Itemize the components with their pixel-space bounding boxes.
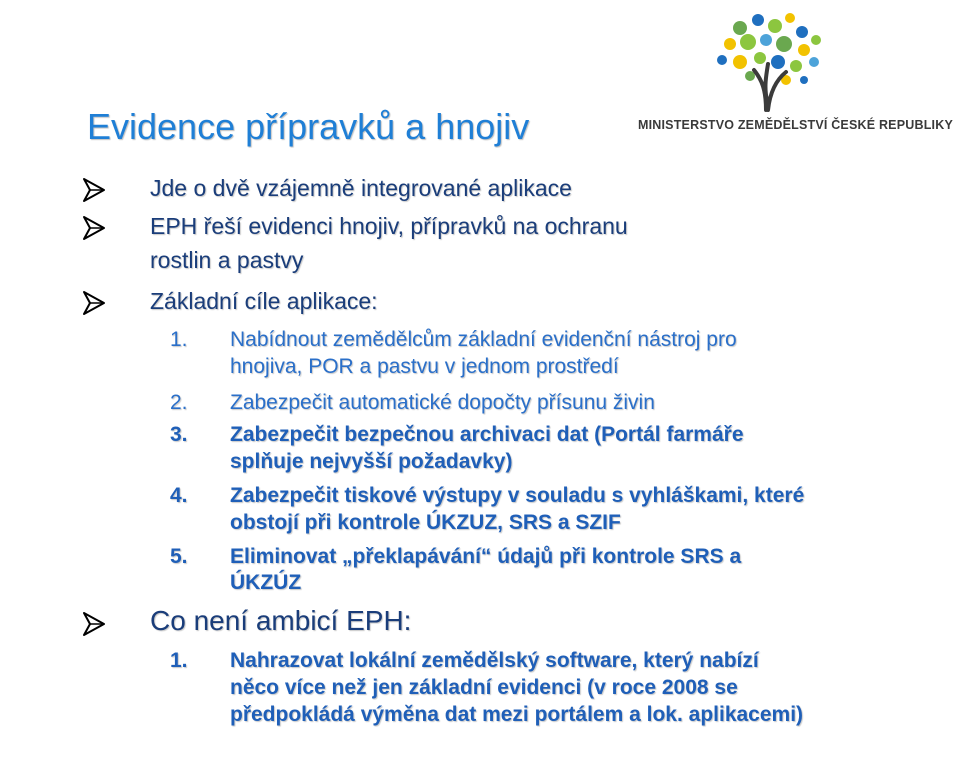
- list-item: Zabezpečit bezpečnou archivaci dat (Portál farmáře: [230, 423, 744, 446]
- ministry-logo: [590, 10, 953, 160]
- arrow-bullet-icon: [82, 290, 122, 316]
- ministry-name: MINISTERSTVO ZEMĚDĚLSTVÍ ČESKÉ REPUBLIKY: [638, 118, 953, 132]
- item-number: 1.: [170, 649, 188, 672]
- list-item: Zabezpečit tiskové výstupy v souladu s vyhláškami, které: [230, 484, 805, 507]
- list-item: hnojiva, POR a pastvu v jednom prostředí: [230, 355, 619, 378]
- bullet-4-text: Co není ambicí EPH:: [150, 605, 412, 636]
- bullet-2-text: EPH řeší evidenci hnojiv, přípravků na ochranu: [150, 213, 628, 239]
- tree-icon: [590, 10, 950, 120]
- list-item: Nabídnout zemědělcům základní evidenční nástroj pro: [230, 328, 737, 351]
- list-item: Eliminovat „překlapávání“ údajů při kontrole SRS a: [230, 545, 742, 568]
- arrow-bullet-icon: [82, 177, 122, 203]
- list-item: Nahrazovat lokální zemědělský software, který nabízí: [230, 649, 759, 672]
- list-item: něco více než jen základní evidenci (v roce 2008 se: [230, 676, 738, 699]
- item-number: 5.: [170, 545, 188, 568]
- list-item: splňuje nejvyšší požadavky): [230, 450, 513, 473]
- list-item: předpokládá výměna dat mezi portálem a lok. aplikacemi): [230, 703, 804, 726]
- bullet-2-text: rostlin a pastvy: [150, 247, 304, 273]
- arrow-bullet-icon: [82, 611, 122, 637]
- item-number: 4.: [170, 484, 188, 507]
- bullet-3-text: Základní cíle aplikace:: [150, 288, 378, 314]
- item-number: 1.: [170, 328, 188, 351]
- arrow-bullet-icon: [82, 215, 122, 241]
- list-item: Zabezpečit automatické dopočty přísunu živin: [230, 391, 655, 414]
- list-item: ÚKZÚZ: [230, 571, 302, 594]
- list-item: obstojí při kontrole ÚKZUZ, SRS a SZIF: [230, 511, 621, 534]
- item-number: 2.: [170, 391, 188, 414]
- page-title: Evidence přípravků a hnojiv: [87, 106, 530, 147]
- bullet-1-text: Jde o dvě vzájemně integrované aplikace: [150, 175, 572, 201]
- item-number: 3.: [170, 423, 188, 446]
